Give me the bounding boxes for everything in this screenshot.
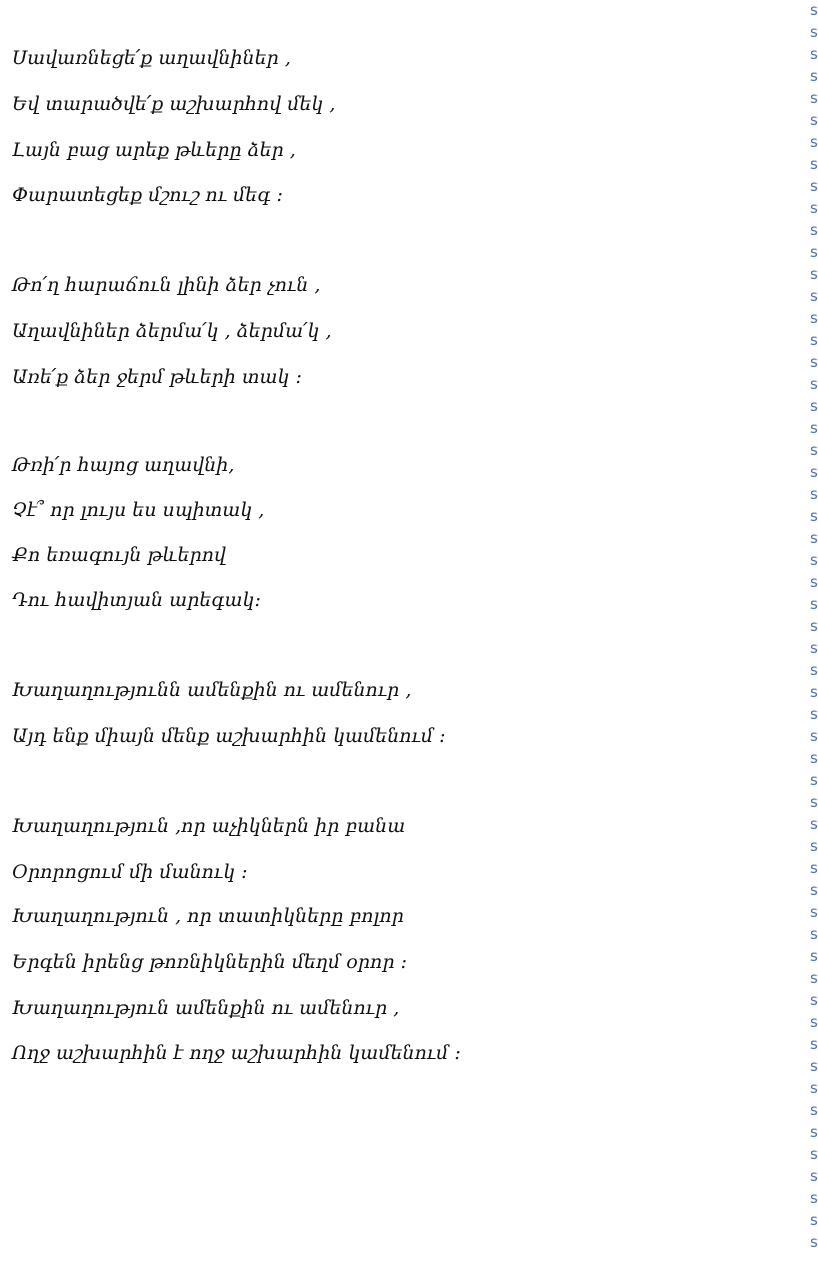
poem-line: Սավառնեցե՛ք աղավնիներ , (12, 47, 291, 69)
edge-mark: s (810, 23, 818, 41)
edge-mark: s (810, 1189, 818, 1207)
edge-mark: s (810, 375, 818, 393)
edge-mark: s (810, 661, 818, 679)
poem-line: Խաղաղություն , որ տատիկները բոլոր (12, 905, 404, 927)
edge-mark: s (810, 1057, 818, 1075)
poem-line: Ողջ աշխարհին է ողջ աշխարհին կամենում ։ (12, 1042, 461, 1064)
edge-mark: s (810, 309, 818, 327)
poem-line: Աղավնիներ ձերմա՛կ , ձերմա՛կ , (12, 320, 332, 342)
edge-mark: s (810, 1035, 818, 1053)
edge-mark: s (810, 573, 818, 591)
poem-line: Այդ ենք միայն մենք աշխարհին կամենում ։ (12, 725, 446, 747)
edge-mark: s (810, 353, 818, 371)
poem-line: Դու հավիտյան արեգակ։ (12, 589, 261, 611)
edge-mark: s (810, 771, 818, 789)
edge-mark: s (810, 177, 818, 195)
edge-mark: s (810, 67, 818, 85)
edge-mark: s (810, 947, 818, 965)
poem-line: Փարատեցեք մշուշ ու մեգ ։ (12, 184, 283, 206)
edge-mark: s (810, 265, 818, 283)
edge-mark: s (810, 89, 818, 107)
edge-mark: s (810, 243, 818, 261)
poem-line: Լայն բաց արեք թևերը ձեր , (12, 139, 296, 161)
edge-mark: s (810, 419, 818, 437)
edge-mark: s (810, 1101, 818, 1119)
edge-mark: s (810, 1145, 818, 1163)
edge-mark: s (810, 793, 818, 811)
edge-mark: s (810, 683, 818, 701)
poem-line: Օրորոցում մի մանուկ ։ (12, 861, 248, 883)
edge-mark: s (810, 881, 818, 899)
edge-mark: s (810, 155, 818, 173)
edge-mark: s (810, 1, 818, 19)
edge-mark: s (810, 595, 818, 613)
edge-mark: s (810, 287, 818, 305)
edge-mark: s (810, 507, 818, 525)
edge-mark: s (810, 903, 818, 921)
edge-mark: s (810, 529, 818, 547)
edge-mark: s (810, 111, 818, 129)
edge-mark: s (810, 331, 818, 349)
poem-line: Առե՛ք ձեր ջերմ թևերի տակ ։ (12, 366, 302, 388)
edge-mark: s (810, 1167, 818, 1185)
edge-mark: s (810, 1211, 818, 1229)
poem-line: Քո եռագույն թևերով (12, 544, 227, 566)
poem-line: Թո՛ղ հարաճուն լինի ձեր չուն , (12, 274, 321, 296)
edge-mark: s (810, 1233, 818, 1251)
poem-line: Եվ տարածվե՛ք աշխարհով մեկ , (12, 93, 336, 115)
edge-mark: s (810, 617, 818, 635)
edge-mark: s (810, 727, 818, 745)
edge-mark: s (810, 925, 818, 943)
poem-line: Խաղաղություն ամենքին ու ամենուր , (12, 997, 400, 1019)
page-edge-marks (810, 0, 816, 1262)
edge-mark: s (810, 837, 818, 855)
poem-line: Չէ՞ որ լույս ես սպիտակ , (12, 499, 265, 521)
edge-mark: s (810, 441, 818, 459)
edge-mark: s (810, 221, 818, 239)
edge-mark: s (810, 991, 818, 1009)
edge-mark: s (810, 1013, 818, 1031)
edge-mark: s (810, 705, 818, 723)
edge-mark: s (810, 45, 818, 63)
edge-mark: s (810, 749, 818, 767)
edge-mark: s (810, 1079, 818, 1097)
edge-mark: s (810, 969, 818, 987)
edge-mark: s (810, 485, 818, 503)
poem-line: Խաղաղությունն ամենքին ու ամենուր , (12, 679, 412, 701)
edge-mark: s (810, 463, 818, 481)
edge-mark: s (810, 199, 818, 217)
edge-mark: s (810, 859, 818, 877)
edge-mark: s (810, 815, 818, 833)
edge-mark: s (810, 397, 818, 415)
poem-line: Թռի՛ր հայոց աղավնի, (12, 454, 235, 476)
poem-line: Երգեն իրենց թոռնիկներին մեղմ օրոր ։ (12, 951, 408, 973)
poem-line: Խաղաղություն ,որ աչիկներն իր բանա (12, 815, 406, 837)
edge-mark: s (810, 133, 818, 151)
edge-mark: s (810, 1123, 818, 1141)
edge-mark: s (810, 639, 818, 657)
edge-mark: s (810, 551, 818, 569)
